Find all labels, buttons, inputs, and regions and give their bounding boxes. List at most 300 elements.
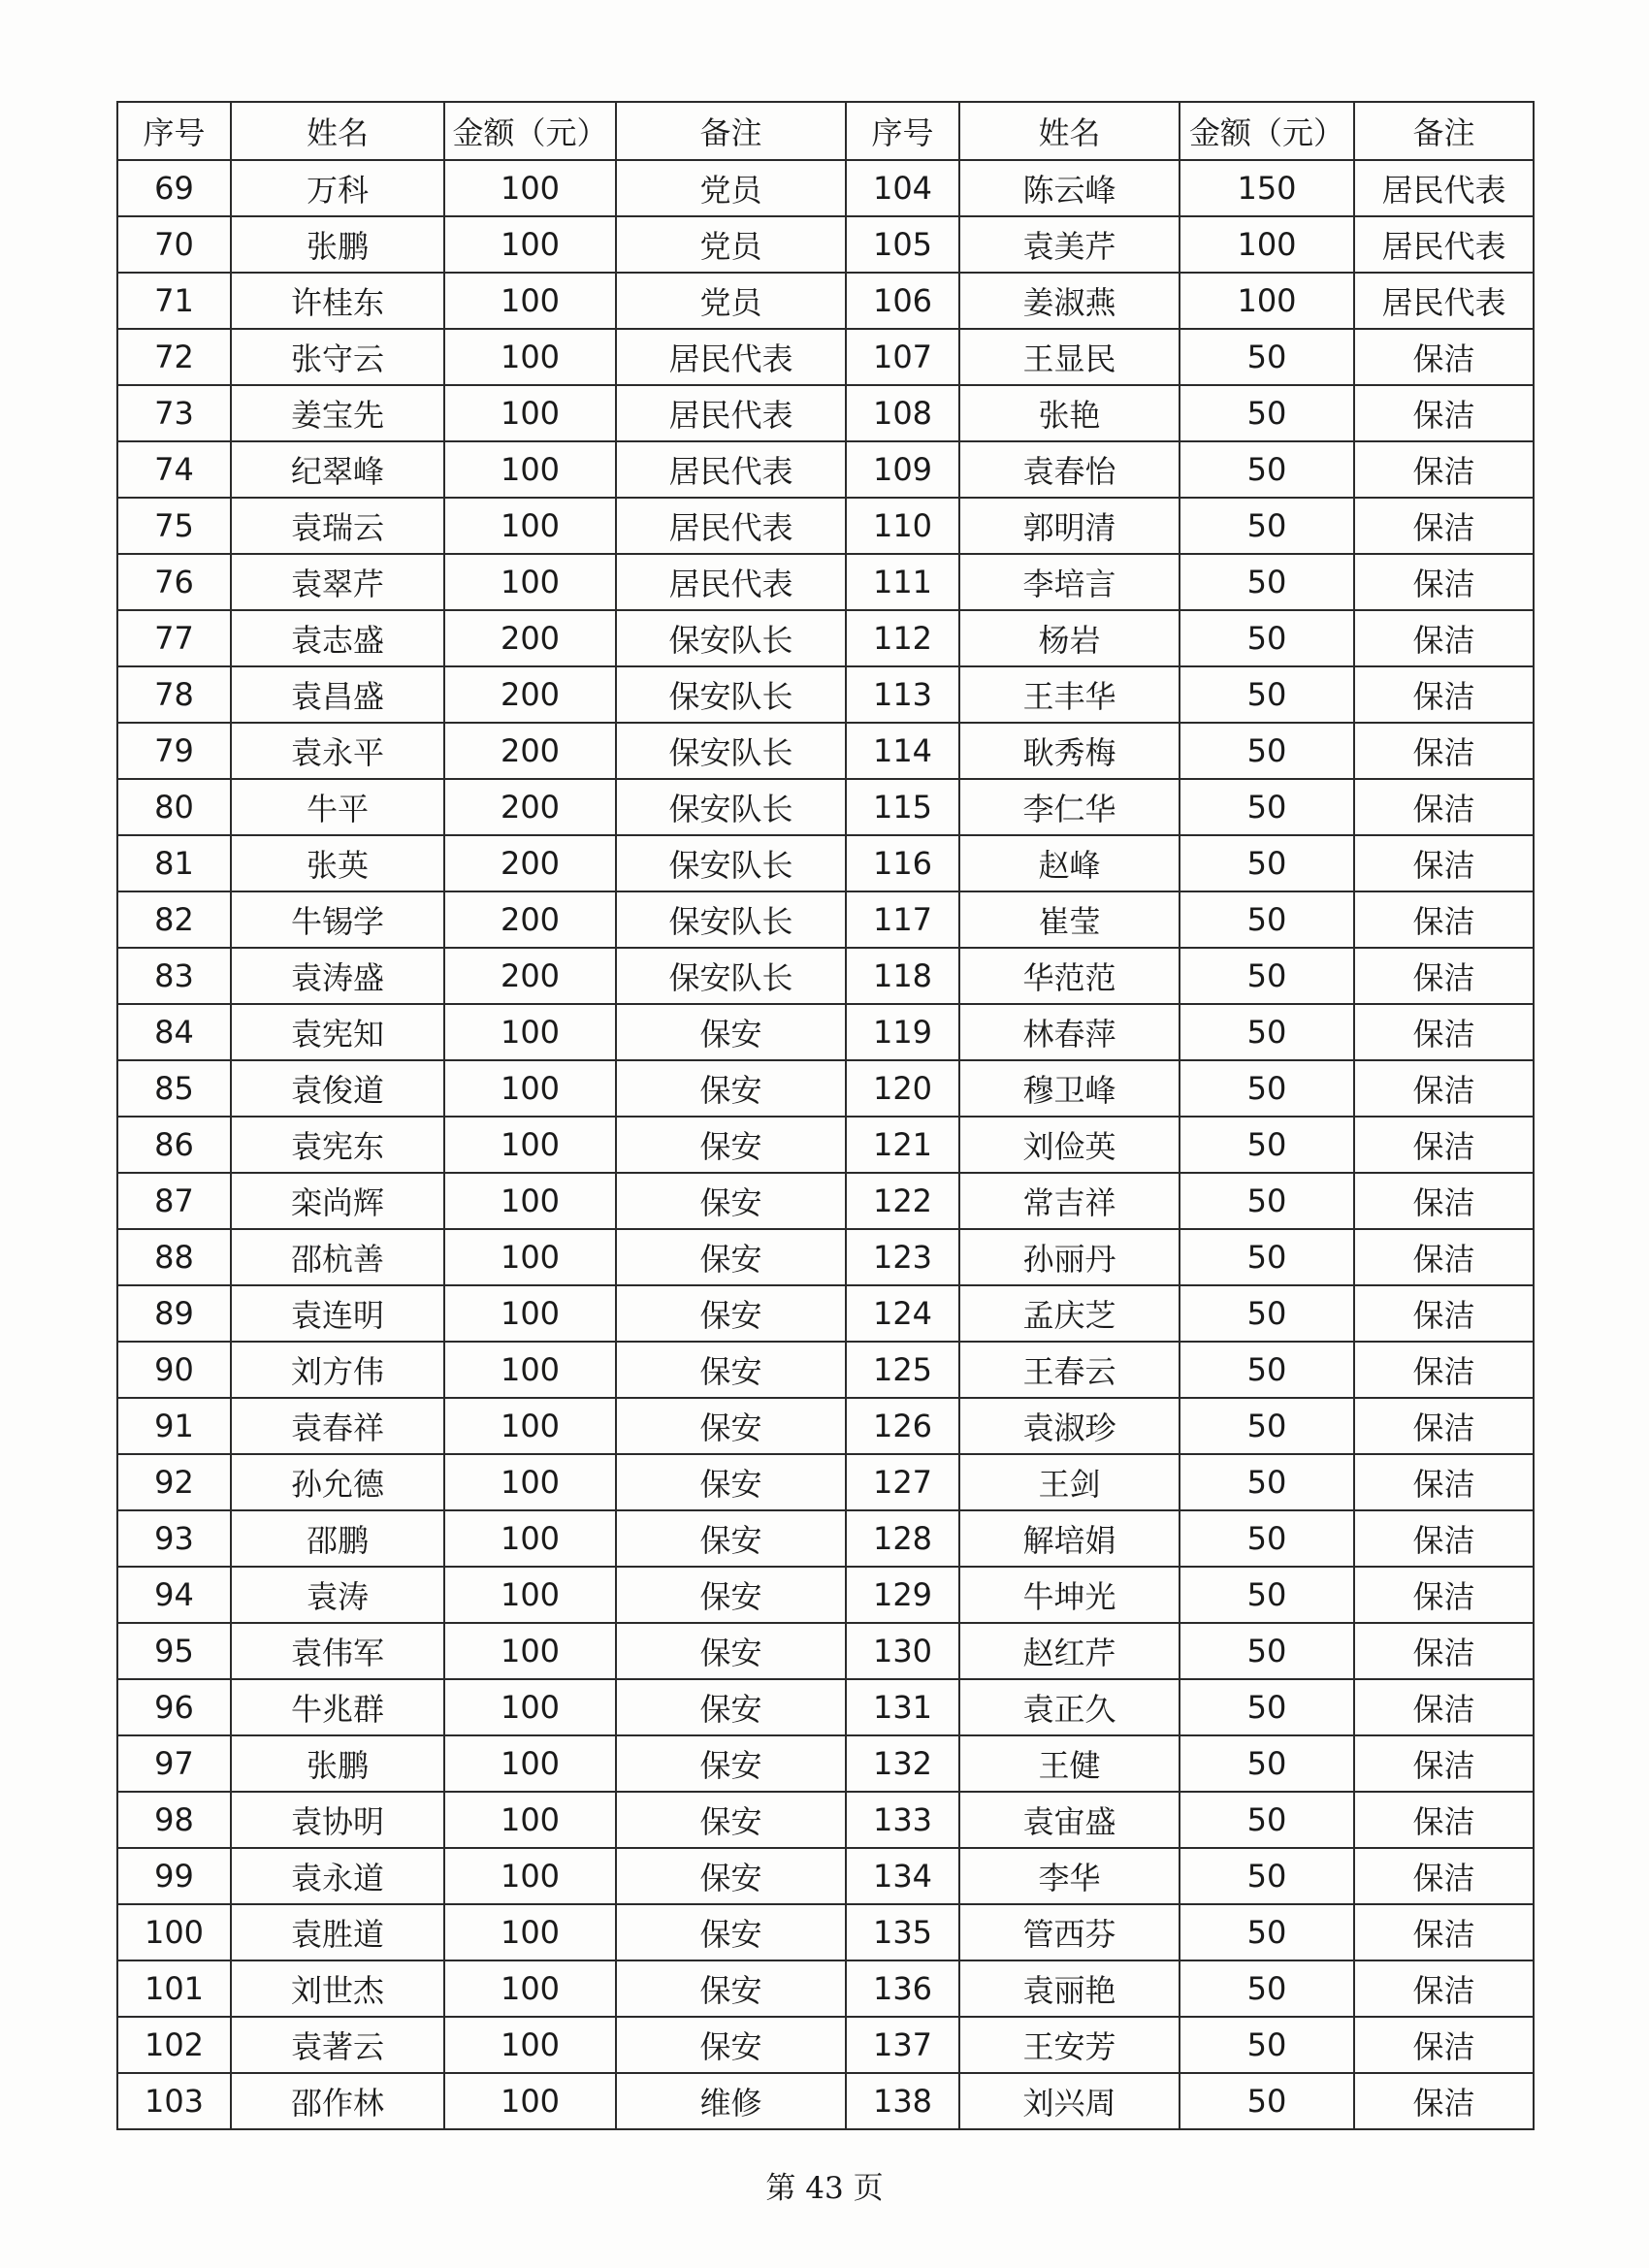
table-row <box>117 835 1534 891</box>
note-cell: 保安 <box>616 2017 846 2073</box>
name-cell: 管西芬 <box>959 1904 1180 1960</box>
seq-cell: 79 <box>117 723 231 779</box>
table-row <box>117 2017 1534 2073</box>
amount-cell: 50 <box>1180 329 1354 385</box>
table-row <box>117 948 1534 1004</box>
table-row <box>117 1229 1534 1285</box>
seq-cell: 111 <box>846 554 959 610</box>
header-amount-left: 金额（元） <box>444 102 616 160</box>
table-row <box>117 554 1534 610</box>
table-row <box>117 1904 1534 1960</box>
note-cell: 居民代表 <box>1354 216 1534 273</box>
amount-cell: 200 <box>444 666 616 723</box>
amount-cell: 50 <box>1180 1567 1354 1623</box>
note-cell: 保安 <box>616 1679 846 1735</box>
table-row <box>117 1398 1534 1454</box>
name-cell: 牛平 <box>231 779 444 835</box>
name-cell: 袁志盛 <box>231 610 444 666</box>
table-row <box>117 1454 1534 1510</box>
seq-cell: 114 <box>846 723 959 779</box>
name-cell: 王健 <box>959 1735 1180 1792</box>
seq-cell: 101 <box>117 1960 231 2017</box>
amount-cell: 50 <box>1180 1960 1354 2017</box>
header-seq-right: 序号 <box>846 102 959 160</box>
name-cell: 张守云 <box>231 329 444 385</box>
amount-cell: 100 <box>444 1173 616 1229</box>
seq-cell: 135 <box>846 1904 959 1960</box>
amount-cell: 50 <box>1180 1173 1354 1229</box>
note-cell: 党员 <box>616 160 846 216</box>
seq-cell: 78 <box>117 666 231 723</box>
seq-cell: 86 <box>117 1117 231 1173</box>
seq-cell: 128 <box>846 1510 959 1567</box>
note-cell: 保安队长 <box>616 835 846 891</box>
name-cell: 袁春祥 <box>231 1398 444 1454</box>
name-cell: 常吉祥 <box>959 1173 1180 1229</box>
name-cell: 袁涛 <box>231 1567 444 1623</box>
note-cell: 保安 <box>616 1285 846 1342</box>
header-name-right: 姓名 <box>959 102 1180 160</box>
name-cell: 袁连明 <box>231 1285 444 1342</box>
name-cell: 解培娟 <box>959 1510 1180 1567</box>
note-cell: 居民代表 <box>1354 160 1534 216</box>
amount-cell: 100 <box>444 1679 616 1735</box>
amount-cell: 50 <box>1180 1679 1354 1735</box>
amount-cell: 50 <box>1180 1735 1354 1792</box>
name-cell: 万科 <box>231 160 444 216</box>
amount-cell: 50 <box>1180 1060 1354 1117</box>
table-row <box>117 160 1534 216</box>
table-row <box>117 1567 1534 1623</box>
name-cell: 袁昌盛 <box>231 666 444 723</box>
seq-cell: 126 <box>846 1398 959 1454</box>
seq-cell: 103 <box>117 2073 231 2129</box>
table-row <box>117 1060 1534 1117</box>
name-cell: 邵鹏 <box>231 1510 444 1567</box>
amount-cell: 50 <box>1180 2017 1354 2073</box>
note-cell: 居民代表 <box>1354 273 1534 329</box>
note-cell: 保安 <box>616 1623 846 1679</box>
header-note-left: 备注 <box>616 102 846 160</box>
amount-cell: 100 <box>444 1623 616 1679</box>
amount-cell: 100 <box>444 1792 616 1848</box>
amount-cell: 100 <box>444 1060 616 1117</box>
seq-cell: 105 <box>846 216 959 273</box>
seq-cell: 129 <box>846 1567 959 1623</box>
table-row <box>117 1342 1534 1398</box>
note-cell: 保洁 <box>1354 891 1534 948</box>
name-cell: 刘方伟 <box>231 1342 444 1398</box>
amount-cell: 100 <box>444 1285 616 1342</box>
seq-cell: 115 <box>846 779 959 835</box>
name-cell: 许桂东 <box>231 273 444 329</box>
table-row <box>117 1285 1534 1342</box>
seq-cell: 123 <box>846 1229 959 1285</box>
amount-cell: 100 <box>444 216 616 273</box>
seq-cell: 131 <box>846 1679 959 1735</box>
note-cell: 保安 <box>616 1060 846 1117</box>
name-cell: 袁宪知 <box>231 1004 444 1060</box>
seq-cell: 133 <box>846 1792 959 1848</box>
seq-cell: 99 <box>117 1848 231 1904</box>
name-cell: 袁宙盛 <box>959 1792 1180 1848</box>
name-cell: 张鹏 <box>231 216 444 273</box>
table-body <box>117 160 1534 2129</box>
seq-cell: 117 <box>846 891 959 948</box>
note-cell: 保洁 <box>1354 1623 1534 1679</box>
table-row <box>117 329 1534 385</box>
name-cell: 杨岩 <box>959 610 1180 666</box>
table-row <box>117 1510 1534 1567</box>
amount-cell: 50 <box>1180 1004 1354 1060</box>
note-cell: 保安队长 <box>616 723 846 779</box>
amount-cell: 100 <box>444 1735 616 1792</box>
name-cell: 王丰华 <box>959 666 1180 723</box>
amount-cell: 50 <box>1180 441 1354 498</box>
amount-cell: 100 <box>444 160 616 216</box>
seq-cell: 116 <box>846 835 959 891</box>
amount-cell: 100 <box>444 385 616 441</box>
note-cell: 保洁 <box>1354 1454 1534 1510</box>
note-cell: 保洁 <box>1354 1567 1534 1623</box>
name-cell: 姜淑燕 <box>959 273 1180 329</box>
seq-cell: 104 <box>846 160 959 216</box>
seq-cell: 96 <box>117 1679 231 1735</box>
seq-cell: 74 <box>117 441 231 498</box>
amount-cell: 200 <box>444 723 616 779</box>
name-cell: 袁淑珍 <box>959 1398 1180 1454</box>
seq-cell: 120 <box>846 1060 959 1117</box>
amount-cell: 50 <box>1180 554 1354 610</box>
amount-cell: 50 <box>1180 1285 1354 1342</box>
note-cell: 保洁 <box>1354 835 1534 891</box>
amount-cell: 100 <box>444 498 616 554</box>
note-cell: 保洁 <box>1354 723 1534 779</box>
note-cell: 保安队长 <box>616 610 846 666</box>
seq-cell: 71 <box>117 273 231 329</box>
amount-cell: 50 <box>1180 498 1354 554</box>
name-cell: 张鹏 <box>231 1735 444 1792</box>
name-cell: 袁伟军 <box>231 1623 444 1679</box>
name-cell: 李仁华 <box>959 779 1180 835</box>
note-cell: 保洁 <box>1354 329 1534 385</box>
seq-cell: 102 <box>117 2017 231 2073</box>
name-cell: 华范范 <box>959 948 1180 1004</box>
header-note-right: 备注 <box>1354 102 1534 160</box>
name-cell: 王春云 <box>959 1342 1180 1398</box>
page-number: 第 43 页 <box>765 2171 884 2206</box>
note-cell: 保洁 <box>1354 1510 1534 1567</box>
amount-cell: 100 <box>444 1510 616 1567</box>
amount-cell: 100 <box>1180 273 1354 329</box>
note-cell: 保安 <box>616 1735 846 1792</box>
note-cell: 居民代表 <box>616 498 846 554</box>
table-row <box>117 1004 1534 1060</box>
table-row <box>117 1792 1534 1848</box>
seq-cell: 90 <box>117 1342 231 1398</box>
amount-cell: 100 <box>444 1398 616 1454</box>
seq-cell: 137 <box>846 2017 959 2073</box>
name-cell: 孙丽丹 <box>959 1229 1180 1285</box>
name-cell: 邵作林 <box>231 2073 444 2129</box>
seq-cell: 107 <box>846 329 959 385</box>
amount-cell: 100 <box>444 1567 616 1623</box>
table-row <box>117 779 1534 835</box>
note-cell: 保洁 <box>1354 2017 1534 2073</box>
name-cell: 穆卫峰 <box>959 1060 1180 1117</box>
name-cell: 刘兴周 <box>959 2073 1180 2129</box>
note-cell: 保安 <box>616 1567 846 1623</box>
seq-cell: 118 <box>846 948 959 1004</box>
amount-cell: 50 <box>1180 1623 1354 1679</box>
seq-cell: 97 <box>117 1735 231 1792</box>
seq-cell: 83 <box>117 948 231 1004</box>
seq-cell: 136 <box>846 1960 959 2017</box>
name-cell: 赵红芹 <box>959 1623 1180 1679</box>
note-cell: 保洁 <box>1354 1679 1534 1735</box>
name-cell: 袁永平 <box>231 723 444 779</box>
name-cell: 张艳 <box>959 385 1180 441</box>
name-cell: 姜宝先 <box>231 385 444 441</box>
note-cell: 保安 <box>616 1792 846 1848</box>
note-cell: 党员 <box>616 273 846 329</box>
name-cell: 刘世杰 <box>231 1960 444 2017</box>
amount-cell: 50 <box>1180 1454 1354 1510</box>
note-cell: 保安队长 <box>616 891 846 948</box>
name-cell: 李培言 <box>959 554 1180 610</box>
amount-cell: 50 <box>1180 779 1354 835</box>
amount-cell: 200 <box>444 779 616 835</box>
note-cell: 保洁 <box>1354 1848 1534 1904</box>
seq-cell: 106 <box>846 273 959 329</box>
header-amount-right: 金额（元） <box>1180 102 1354 160</box>
seq-cell: 95 <box>117 1623 231 1679</box>
table-row <box>117 1173 1534 1229</box>
seq-cell: 84 <box>117 1004 231 1060</box>
table-row <box>117 273 1534 329</box>
name-cell: 袁瑞云 <box>231 498 444 554</box>
note-cell: 居民代表 <box>616 554 846 610</box>
amount-cell: 50 <box>1180 1510 1354 1567</box>
name-cell: 张英 <box>231 835 444 891</box>
seq-cell: 130 <box>846 1623 959 1679</box>
amount-cell: 50 <box>1180 610 1354 666</box>
note-cell: 保洁 <box>1354 441 1534 498</box>
seq-cell: 70 <box>117 216 231 273</box>
amount-cell: 50 <box>1180 891 1354 948</box>
amount-cell: 50 <box>1180 948 1354 1004</box>
amount-cell: 100 <box>444 329 616 385</box>
seq-cell: 134 <box>846 1848 959 1904</box>
name-cell: 袁宪东 <box>231 1117 444 1173</box>
table-row <box>117 216 1534 273</box>
seq-cell: 76 <box>117 554 231 610</box>
note-cell: 保洁 <box>1354 1398 1534 1454</box>
note-cell: 保安 <box>616 1342 846 1398</box>
name-cell: 袁俊道 <box>231 1060 444 1117</box>
note-cell: 保安队长 <box>616 948 846 1004</box>
seq-cell: 93 <box>117 1510 231 1567</box>
amount-cell: 50 <box>1180 1342 1354 1398</box>
amount-cell: 100 <box>444 273 616 329</box>
seq-cell: 92 <box>117 1454 231 1510</box>
note-cell: 保洁 <box>1354 610 1534 666</box>
seq-cell: 77 <box>117 610 231 666</box>
amount-cell: 50 <box>1180 1848 1354 1904</box>
seq-cell: 72 <box>117 329 231 385</box>
amount-cell: 50 <box>1180 1792 1354 1848</box>
name-cell: 袁美芹 <box>959 216 1180 273</box>
name-cell: 刘俭英 <box>959 1117 1180 1173</box>
name-cell: 牛坤光 <box>959 1567 1180 1623</box>
note-cell: 维修 <box>616 2073 846 2129</box>
seq-cell: 82 <box>117 891 231 948</box>
amount-cell: 50 <box>1180 385 1354 441</box>
table-row <box>117 1848 1534 1904</box>
amount-cell: 200 <box>444 891 616 948</box>
name-cell: 王安芳 <box>959 2017 1180 2073</box>
note-cell: 保洁 <box>1354 1735 1534 1792</box>
seq-cell: 98 <box>117 1792 231 1848</box>
name-cell: 李华 <box>959 1848 1180 1904</box>
seq-cell: 100 <box>117 1904 231 1960</box>
table-row <box>117 2073 1534 2129</box>
note-cell: 居民代表 <box>616 385 846 441</box>
name-cell: 王剑 <box>959 1454 1180 1510</box>
note-cell: 保洁 <box>1354 1117 1534 1173</box>
name-cell: 邵杭善 <box>231 1229 444 1285</box>
name-cell: 林春萍 <box>959 1004 1180 1060</box>
name-cell: 郭明清 <box>959 498 1180 554</box>
note-cell: 居民代表 <box>616 441 846 498</box>
seq-cell: 69 <box>117 160 231 216</box>
amount-cell: 100 <box>444 554 616 610</box>
name-cell: 耿秀梅 <box>959 723 1180 779</box>
amount-cell: 100 <box>444 1117 616 1173</box>
seq-cell: 75 <box>117 498 231 554</box>
amount-cell: 200 <box>444 610 616 666</box>
note-cell: 保洁 <box>1354 1342 1534 1398</box>
table-row <box>117 610 1534 666</box>
seq-cell: 127 <box>846 1454 959 1510</box>
table-row <box>117 891 1534 948</box>
note-cell: 保安 <box>616 1510 846 1567</box>
note-cell: 保洁 <box>1354 1792 1534 1848</box>
name-cell: 袁永道 <box>231 1848 444 1904</box>
seq-cell: 109 <box>846 441 959 498</box>
amount-cell: 50 <box>1180 2073 1354 2129</box>
name-cell: 孟庆芝 <box>959 1285 1180 1342</box>
seq-cell: 124 <box>846 1285 959 1342</box>
note-cell: 保安 <box>616 1398 846 1454</box>
table-row <box>117 1679 1534 1735</box>
note-cell: 保安 <box>616 1117 846 1173</box>
amount-cell: 100 <box>444 1848 616 1904</box>
amount-cell: 100 <box>444 441 616 498</box>
seq-cell: 87 <box>117 1173 231 1229</box>
name-cell: 袁正久 <box>959 1679 1180 1735</box>
name-cell: 牛兆群 <box>231 1679 444 1735</box>
amount-cell: 50 <box>1180 723 1354 779</box>
amount-cell: 100 <box>444 1342 616 1398</box>
note-cell: 保安 <box>616 1173 846 1229</box>
note-cell: 保洁 <box>1354 1960 1534 2017</box>
note-cell: 保安 <box>616 1454 846 1510</box>
amount-cell: 150 <box>1180 160 1354 216</box>
note-cell: 保洁 <box>1354 1229 1534 1285</box>
amount-cell: 50 <box>1180 1904 1354 1960</box>
note-cell: 保洁 <box>1354 498 1534 554</box>
name-cell: 王显民 <box>959 329 1180 385</box>
amount-cell: 50 <box>1180 666 1354 723</box>
name-cell: 袁翠芹 <box>231 554 444 610</box>
note-cell: 保安 <box>616 1229 846 1285</box>
note-cell: 保洁 <box>1354 1173 1534 1229</box>
amount-cell: 50 <box>1180 1398 1354 1454</box>
note-cell: 保安队长 <box>616 779 846 835</box>
seq-cell: 88 <box>117 1229 231 1285</box>
note-cell: 保洁 <box>1354 948 1534 1004</box>
table-row <box>117 1735 1534 1792</box>
payment-table <box>116 101 1535 2130</box>
amount-cell: 100 <box>444 1004 616 1060</box>
seq-cell: 110 <box>846 498 959 554</box>
name-cell: 袁丽艳 <box>959 1960 1180 2017</box>
header-seq-left: 序号 <box>117 102 231 160</box>
seq-cell: 89 <box>117 1285 231 1342</box>
note-cell: 保安 <box>616 1004 846 1060</box>
note-cell: 保安 <box>616 1848 846 1904</box>
note-cell: 保安 <box>616 1904 846 1960</box>
name-cell: 袁涛盛 <box>231 948 444 1004</box>
name-cell: 袁春怡 <box>959 441 1180 498</box>
seq-cell: 91 <box>117 1398 231 1454</box>
seq-cell: 108 <box>846 385 959 441</box>
amount-cell: 200 <box>444 835 616 891</box>
table-row <box>117 1623 1534 1679</box>
note-cell: 保洁 <box>1354 779 1534 835</box>
name-cell: 袁胜道 <box>231 1904 444 1960</box>
name-cell: 袁著云 <box>231 2017 444 2073</box>
table-row <box>117 498 1534 554</box>
header-row <box>117 102 1534 160</box>
note-cell: 保洁 <box>1354 1004 1534 1060</box>
note-cell: 保洁 <box>1354 2073 1534 2129</box>
name-cell: 牛锡学 <box>231 891 444 948</box>
seq-cell: 94 <box>117 1567 231 1623</box>
seq-cell: 125 <box>846 1342 959 1398</box>
seq-cell: 73 <box>117 385 231 441</box>
seq-cell: 113 <box>846 666 959 723</box>
name-cell: 孙允德 <box>231 1454 444 1510</box>
seq-cell: 121 <box>846 1117 959 1173</box>
seq-cell: 119 <box>846 1004 959 1060</box>
amount-cell: 100 <box>444 2073 616 2129</box>
note-cell: 保洁 <box>1354 385 1534 441</box>
amount-cell: 50 <box>1180 835 1354 891</box>
amount-cell: 100 <box>444 1229 616 1285</box>
seq-cell: 80 <box>117 779 231 835</box>
table-row <box>117 1117 1534 1173</box>
amount-cell: 50 <box>1180 1117 1354 1173</box>
name-cell: 崔莹 <box>959 891 1180 948</box>
name-cell: 陈云峰 <box>959 160 1180 216</box>
seq-cell: 112 <box>846 610 959 666</box>
seq-cell: 132 <box>846 1735 959 1792</box>
note-cell: 保洁 <box>1354 1285 1534 1342</box>
amount-cell: 100 <box>444 1454 616 1510</box>
amount-cell: 50 <box>1180 1229 1354 1285</box>
